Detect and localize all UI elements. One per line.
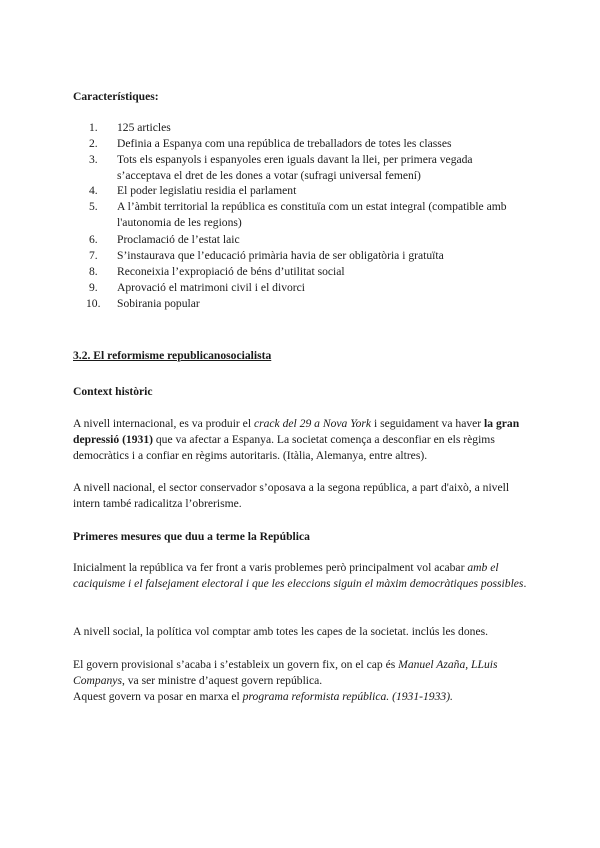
list-item-text: Tots els espanyols i espanyoles eren iguals davant la llei, per primera vegada s’acceptava el dret de les dones a votar (sufragi universal femení)	[117, 153, 473, 182]
list-item-number: 3.	[89, 153, 98, 166]
list-item-number: 4.	[89, 184, 98, 197]
list-item-number: 6.	[89, 233, 98, 246]
list-item-number: 7.	[89, 249, 98, 262]
list-item-text: Aprovació el matrimoni civil i el divorci	[117, 281, 306, 294]
section-title: 3.2. El reformisme republicanosocialista	[73, 349, 272, 362]
measures-paragraph-initial: Inicialment la república va fer front a varis problemes però principalment vol acabar amb el caciquisme i el falsejament electoral i que les eleccions siguin el màxim democràtiques possibles.	[73, 561, 527, 590]
measures-paragraph-social: A nivell social, la política vol comptar amb totes les capes de la societat. inclús les dones.	[73, 625, 489, 638]
list-item-number: 10.	[86, 297, 101, 310]
list-item-number: 8.	[89, 265, 98, 278]
list-item-number: 5.	[89, 200, 98, 213]
context-paragraph-international: A nivell internacional, es va produir el crack del 29 a Nova York i seguidament va haver la gran depressió (1931) que va afectar a Espanya. La societat comença a desconfiar en els règims democràtics i a confiar en règims autoritaris. (Itàlia, Alemanya, entre altres).	[73, 417, 520, 462]
list-item-number: 2.	[89, 137, 98, 150]
list-item-text: Sobirania popular	[117, 297, 200, 310]
list-item-text: A l’àmbit territorial la república es constituïa com un estat integral (compatible amb l'autonomia de les regions)	[117, 200, 507, 229]
list-item-number: 9.	[89, 281, 98, 294]
characteristics-heading: Característiques:	[73, 90, 159, 103]
list-item-number: 1.	[89, 121, 98, 134]
measures-paragraph-program: Aquest govern va posar en marxa el programa reformista república. (1931-1933).	[73, 690, 453, 703]
list-item-text: 125 articles	[117, 121, 171, 134]
context-paragraph-national: A nivell nacional, el sector conservador s’oposava a la segona república, a part d'això, a nivell intern també radicalitza l’obrerisme.	[73, 481, 510, 510]
list-item-text: El poder legislatiu residia el parlament	[117, 184, 297, 197]
list-item-text: Definia a Espanya com una república de treballadors de totes les classes	[117, 137, 452, 150]
measures-heading: Primeres mesures que duu a terme la República	[73, 530, 310, 543]
list-item-text: Reconeixia l’expropiació de béns d’utilitat social	[117, 265, 345, 278]
list-item-text: Proclamació de l’estat laic	[117, 233, 240, 246]
measures-paragraph-government: El govern provisional s’acaba i s’estableix un govern fix, on el cap és Manuel Azaña, LLuis Companys, va ser ministre d’aquest govern república.	[73, 658, 498, 687]
list-item-text: S’instaurava que l’educació primària havia de ser obligatòria i gratuïta	[117, 249, 444, 262]
context-heading: Context històric	[73, 385, 153, 398]
